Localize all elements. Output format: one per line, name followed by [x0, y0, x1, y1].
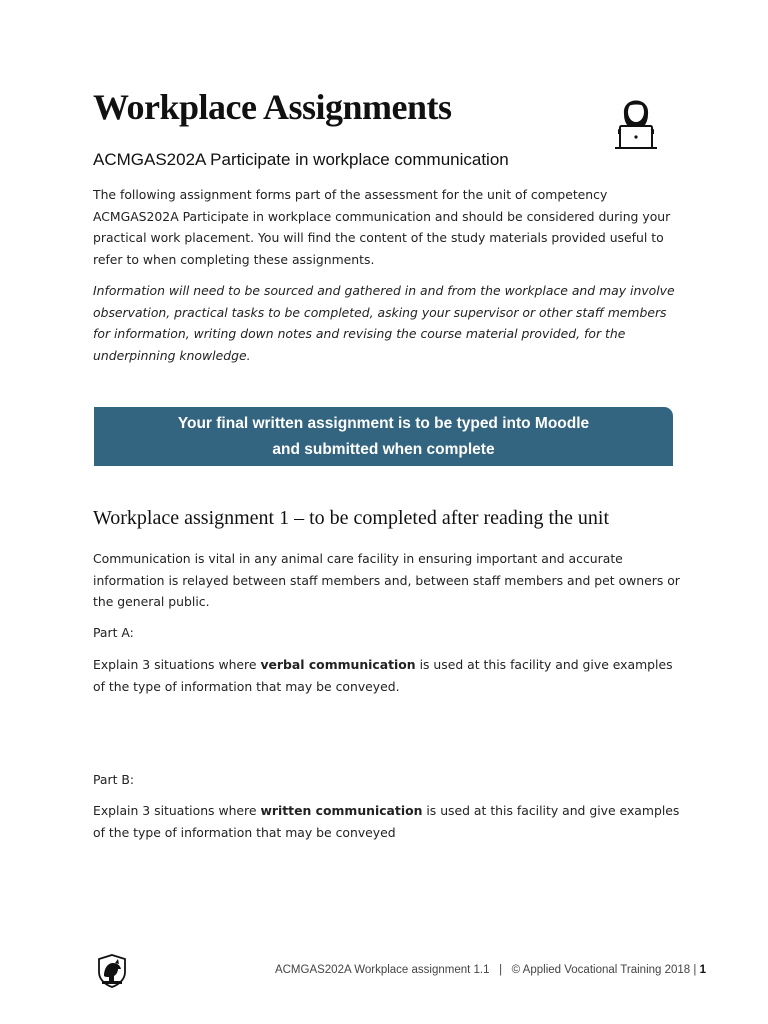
- unit-heading: ACMGAS202A Participate in workplace communication: [93, 150, 509, 169]
- part-a-key-term: verbal communication: [260, 657, 416, 672]
- page-title: Workplace Assignments: [93, 87, 452, 127]
- part-a-label: Part A:: [93, 625, 134, 640]
- page-number: 1: [699, 964, 706, 976]
- footer-text: ACMGAS202A Workplace assignment 1.1 | © Applied Vocational Training 2018 |: [274, 964, 700, 976]
- part-a-question-end: is used at this facility and give examples of the type of information that may be conveyed.: [93, 657, 673, 694]
- part-b-question-start: Explain 3 situations where: [93, 803, 261, 818]
- part-b-question: [93, 800, 683, 843]
- page-footer: [275, 964, 706, 976]
- intro-paragraph: The following assignment forms part of the assessment for the unit of competency ACMGAS202A Participate in workplace communication and should be considered during your practical work placement. You will find the content of the study materials provided useful to refer to when completing these assignments.: [93, 187, 671, 267]
- part-b-question-end: is used at this facility and give examples of the type of information that may be conveyed: [93, 803, 680, 840]
- instruction-note: Information will need to be sourced and gathered in and from the workplace and may involve observation, practical tasks to be completed, asking your supervisor or other staff members for information, writing down notes and revising the course material provided, for the underpinning knowledge.: [93, 283, 675, 363]
- part-b-label: Part B:: [93, 772, 135, 787]
- part-b-key-term: written communication: [260, 803, 423, 818]
- banner-line-1: Your final written assignment is to be typed into Moodle: [177, 415, 590, 432]
- assignment-heading: Workplace assignment 1 – to be completed after reading the unit: [93, 507, 609, 529]
- dog-crest-logo: [96, 954, 128, 988]
- submission-banner: [94, 407, 673, 466]
- part-a-question: [93, 654, 683, 697]
- banner-line-2: and submitted when complete: [272, 440, 495, 458]
- part-a-question-start: Explain 3 situations where: [93, 657, 261, 672]
- woman-at-laptop-icon: [612, 90, 660, 150]
- communication-paragraph: Communication is vital in any animal care facility in ensuring important and accurate information is relayed between staff members and, between staff members and pet owners or the general public.: [93, 551, 680, 609]
